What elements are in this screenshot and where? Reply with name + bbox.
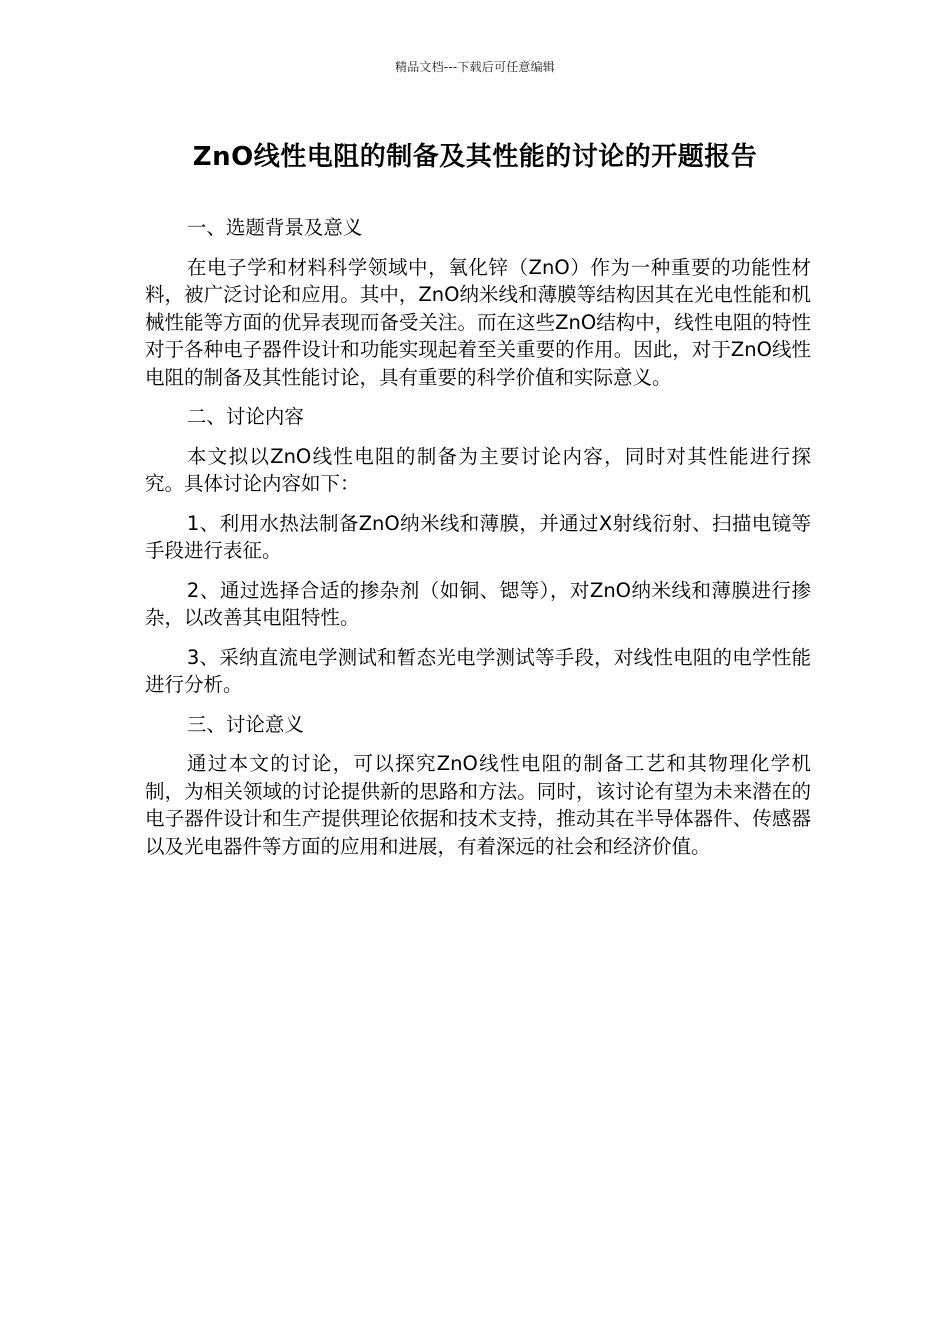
section-significance [145,711,811,861]
research-items-list [145,510,811,699]
document-title: ZnO线性电阻的制备及其性能的讨论的开题报告 [192,142,758,172]
section-background [145,214,811,391]
section-paragraph: 本文拟以ZnO线性电阻的制备为主要讨论内容，同时对其性能进行探究。具体讨论内容如下： [145,444,811,495]
section-heading: 二、讨论内容 [186,405,304,428]
header-note: 精品文档---下载后可任意编辑 [395,60,555,74]
list-item: 1、利用水热法制备ZnO纳米线和薄膜，并通过X射线衍射、扫描电镜等手段进行表征。 [145,511,811,562]
document-body [145,214,811,872]
list-item: 2、通过选择合适的掺杂剂（如铜、锶等），对ZnO纳米线和薄膜进行掺杂，以改善其电阻特性。 [145,578,811,629]
section-paragraph: 通过本文的讨论，可以探究ZnO线性电阻的制备工艺和其物理化学机制，为相关领域的讨论提供新的思路和方法。同时，该讨论有望为未来潜在的电子器件设计和生产提供理论依据和技术支持，推动其在半导体器件、传感器以及光电器件等方面的应用和进展，有着深远的社会和经济价值。 [145,752,811,858]
section-heading: 三、讨论意义 [186,712,304,736]
section-paragraph: 在电子学和材料科学领域中，氧化锌（ZnO）作为一种重要的功能性材料，被广泛讨论和应用。其中，ZnO纳米线和薄膜等结构因其在光电性能和机械性能等方面的优异表现而备受关注。而在这些ZnO结构中，线性电阻的特性对于各种电子器件设计和功能实现起着至关重要的作用。因此，对于ZnO线性电阻的制备及其性能讨论，具有重要的科学价值和实际意义。 [145,255,811,389]
section-content [145,403,811,699]
section-heading: 一、选题背景及意义 [186,216,363,239]
list-item: 3、采纳直流电学测试和暂态光电学测试等手段，对线性电阻的电学性能进行分析。 [145,645,811,696]
